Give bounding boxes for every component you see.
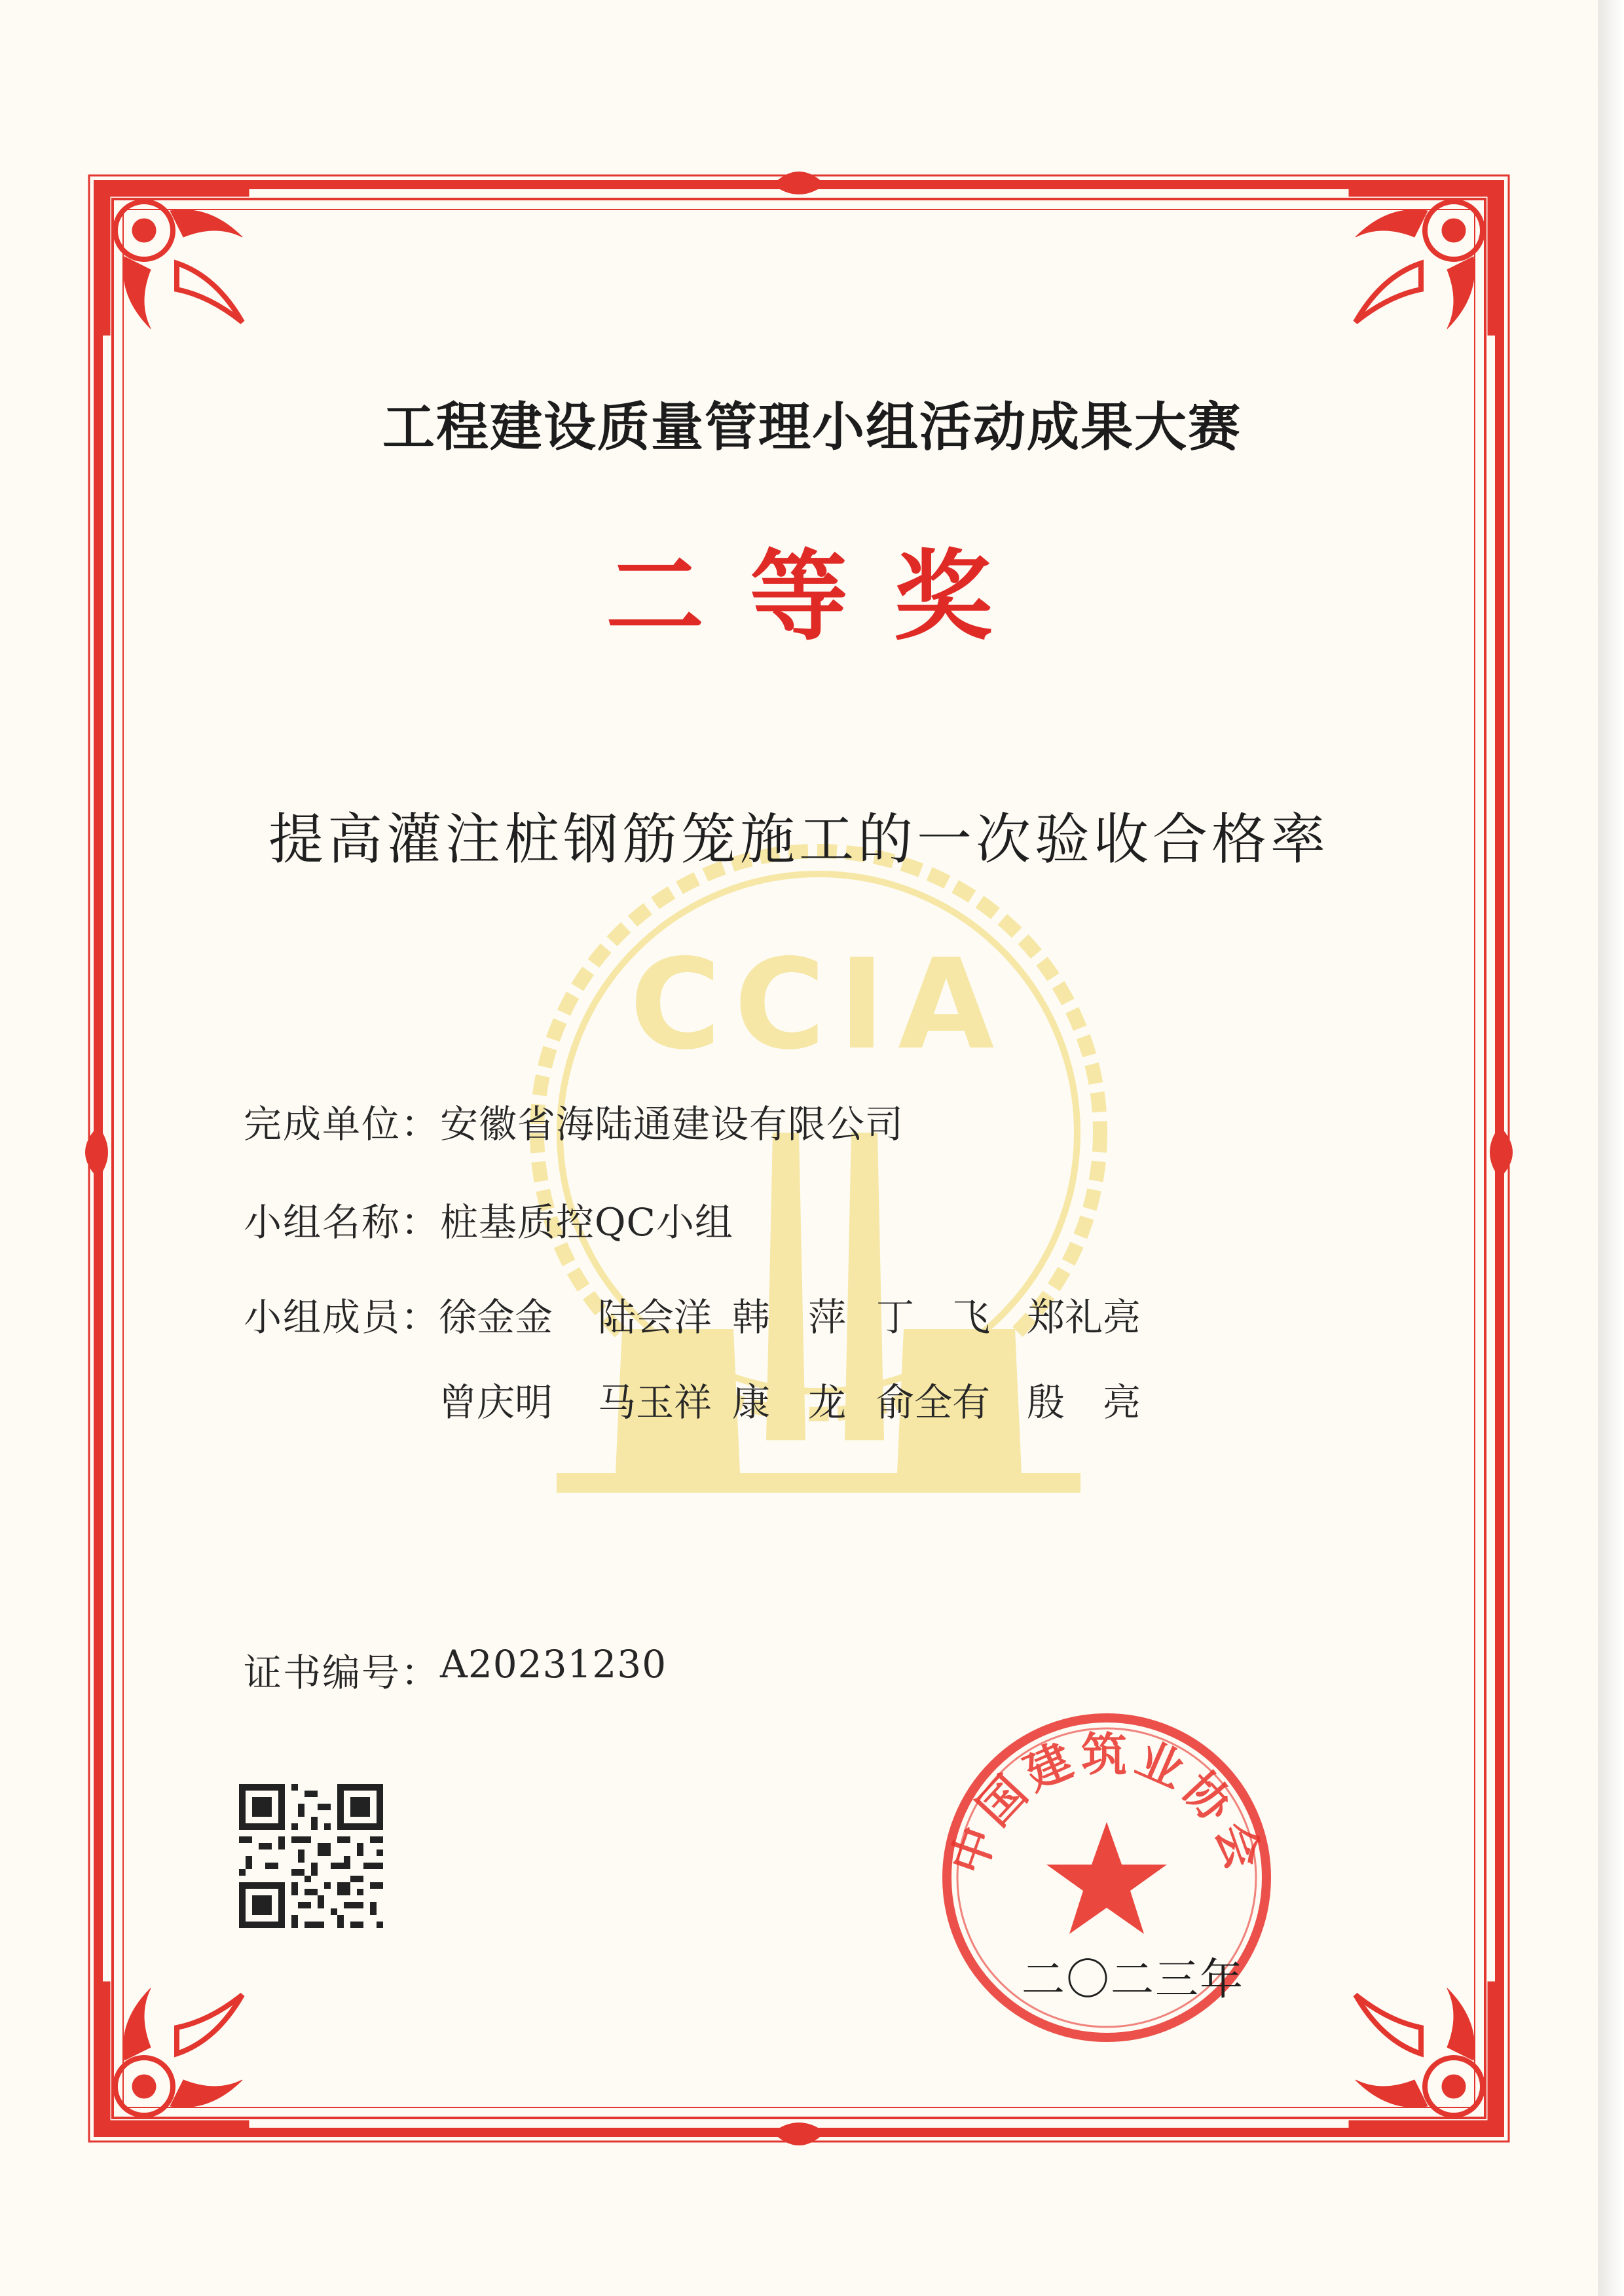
member-name: 徐金金 bbox=[438, 1295, 553, 1339]
qr-code bbox=[239, 1784, 383, 1928]
unit-value: 安徽省海陆通建设有限公司 bbox=[440, 1102, 904, 1146]
competition-title: 工程建设质量管理小组活动成果大赛 bbox=[382, 397, 1242, 458]
member-name: 陆会洋 bbox=[597, 1295, 712, 1339]
corner-ornament-tl bbox=[98, 185, 249, 335]
member-name: 康 龙 bbox=[731, 1380, 846, 1425]
member-name: 马玉祥 bbox=[597, 1380, 712, 1425]
member-name: 曾庆明 bbox=[438, 1380, 553, 1425]
project-title: 提高灌注桩钢筋笼施工的一次验收合格率 bbox=[268, 807, 1329, 871]
ccia-watermark bbox=[458, 818, 1179, 1539]
group-name-label: 小组名称： bbox=[244, 1200, 441, 1245]
certificate-no-label: 证书编号： bbox=[244, 1650, 441, 1695]
member-name: 韩 萍 bbox=[731, 1295, 846, 1339]
certificate-no-value: A20231230 bbox=[440, 1642, 667, 1686]
watermark-text: CCIA bbox=[629, 932, 1008, 1077]
unit-label: 完成单位： bbox=[244, 1102, 441, 1146]
scan-edge bbox=[1598, 0, 1624, 2296]
seal-text: 中国建筑业协会 bbox=[940, 1727, 1273, 1882]
group-name-value: 桩基质控QC小组 bbox=[440, 1200, 733, 1245]
corner-ornament-bl bbox=[98, 1982, 249, 2132]
member-name: 郑礼亮 bbox=[1026, 1295, 1141, 1339]
member-name: 殷 亮 bbox=[1026, 1380, 1141, 1425]
corner-ornament-tr bbox=[1349, 185, 1500, 335]
issue-year: 二〇二三年 bbox=[1022, 1954, 1244, 2005]
member-name: 丁 飞 bbox=[876, 1295, 990, 1339]
members-label: 小组成员： bbox=[244, 1295, 441, 1339]
member-name: 俞全有 bbox=[876, 1380, 990, 1425]
seal-star-icon bbox=[1046, 1822, 1167, 1934]
award-level: 二等奖 bbox=[605, 540, 1038, 654]
corner-ornament-br bbox=[1349, 1982, 1500, 2132]
